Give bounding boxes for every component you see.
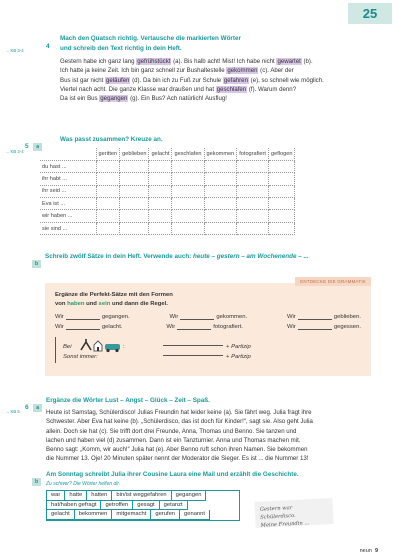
grammar-participle: geblieben. xyxy=(333,314,361,320)
grammar-blank[interactable] xyxy=(298,314,332,320)
text-fragment: Ich hatte ja keine Zeit. Ich bin ganz schnell zur Bushaltestelle xyxy=(60,67,227,75)
grid-column-header: fotografiert xyxy=(237,148,269,160)
grid-row-label: ihr seid ... xyxy=(40,185,96,197)
grammar-sentence xyxy=(55,314,130,320)
grid-row-label: sie sind ... xyxy=(40,222,96,234)
handwritten-note xyxy=(254,498,333,528)
grid-checkbox-cell[interactable] xyxy=(268,198,294,210)
exercise-4-title-line-1: Mach den Quatsch richtig. Vertausche die markierten Wörter xyxy=(60,35,241,42)
word-box xyxy=(46,490,240,521)
grammar-subject: Wir xyxy=(169,314,179,320)
exercise-5b-badge-wrap xyxy=(32,252,41,270)
text-fragment: (b). xyxy=(301,58,313,65)
grid-checkbox-cell[interactable] xyxy=(204,160,237,172)
highlighted-verb: gefrühstückt xyxy=(137,58,171,65)
text-fragment: Gestern habe ich ganz lang xyxy=(60,58,137,65)
grid-checkbox-cell[interactable] xyxy=(149,198,172,210)
grammar-subject: Wir xyxy=(55,314,64,320)
grid-checkbox-cell[interactable] xyxy=(96,222,120,234)
highlighted-verb: gekommen xyxy=(227,67,258,75)
page-number-badge: 25 xyxy=(348,3,392,24)
exercise-5a-badge: a xyxy=(33,143,42,151)
movement-icons xyxy=(79,338,123,354)
grammar-sentence xyxy=(55,324,122,330)
exercise-6-line: Heute ist Samstag, Schülerdisco! Julias Freundin hat leider keine (a). Sie fährt weg. Julia fragt ihre xyxy=(46,409,312,416)
grid-checkbox-cell[interactable] xyxy=(268,160,294,172)
highlighted-verb: geläufen xyxy=(106,76,130,84)
exercise-6-line: Benno sagt: „Komm, wir auch!“ Julia hat (e). Aber Benno ruft schon ihren Namen. Sie bekommen xyxy=(46,446,308,454)
text-fragment: (f). Warum denn? xyxy=(247,85,297,93)
grid-checkbox-cell[interactable] xyxy=(120,160,149,172)
exercise-6-line: allein. Doch sie hat (c). Sie trifft dort drei Freunde, Anna, Thomas und Benno. Sie tanzen und xyxy=(46,427,297,435)
grammar-intro-line-2: von haben und sein und dann die Regel. xyxy=(55,301,168,307)
grid-checkbox-cell[interactable] xyxy=(149,173,172,185)
text-fragment: (e), so schnell wie möglich. xyxy=(248,76,324,84)
grid-row-label: ihr habt ... xyxy=(40,173,96,185)
word-chip: gegangen xyxy=(172,491,207,501)
grid-checkbox-cell[interactable] xyxy=(120,210,149,222)
word-chip: gesagt xyxy=(133,501,159,511)
grid-checkbox-cell[interactable] xyxy=(96,210,120,222)
grid-row xyxy=(40,160,295,172)
exercise-5a-title: Was passt zusammen? Kreuze an. xyxy=(60,136,163,143)
grid-checkbox-cell[interactable] xyxy=(96,185,120,197)
word-chip: gelacht xyxy=(47,510,75,520)
grammar-subject: Wir xyxy=(286,324,296,330)
grid-column-header: geschlafen xyxy=(172,148,204,160)
grid-checkbox-cell[interactable] xyxy=(172,160,204,172)
grammar-subject: Wir xyxy=(286,314,296,320)
walking-person-icon xyxy=(81,339,91,350)
grid-checkbox-cell[interactable] xyxy=(204,222,237,234)
rule-blank-2[interactable] xyxy=(163,355,223,356)
page-footer: neun 9 xyxy=(359,548,378,554)
grammar-blank[interactable] xyxy=(180,314,214,320)
grammar-row-2 xyxy=(55,324,361,330)
grammar-participle: fotografiert. xyxy=(213,324,244,330)
highlighted-verb: geschlafen xyxy=(216,85,247,93)
grid-checkbox-cell[interactable] xyxy=(120,173,149,185)
grammar-sentence xyxy=(166,324,243,330)
word-chip: hatten xyxy=(87,491,112,501)
grid-checkbox-cell[interactable] xyxy=(268,173,294,185)
exercise-4-title-line-2: und schreib den Text richtig in dein Heft. xyxy=(60,45,182,52)
grid-checkbox-cell[interactable] xyxy=(120,185,149,197)
grid-row-label: du hast ... xyxy=(40,160,96,172)
grid-checkbox-cell[interactable] xyxy=(172,198,204,210)
exercise-6-kb-reference: → KB 5 xyxy=(5,409,20,414)
word-chip: bin/ist weggefahren xyxy=(112,491,171,501)
rule-partizip-2: + Partizip xyxy=(226,354,251,360)
grammar-sentence xyxy=(287,314,361,320)
grammar-box xyxy=(45,279,371,376)
note-line-1: Gestern war Schülerdisco. xyxy=(259,505,296,521)
exercise-5-kb-reference: → KB 3-4 xyxy=(5,149,24,154)
exercise-6a-text xyxy=(46,408,386,464)
rule-sonst-label: Sonst immer: xyxy=(63,354,98,360)
grammar-row-1 xyxy=(55,314,361,320)
grid-column-header: geritten xyxy=(96,148,120,160)
grammar-tag: ENTDECKE DIE GRAMMATIK xyxy=(295,277,371,286)
exercise-4-kb-reference: → KB 3-4 xyxy=(5,48,24,53)
grammar-blank[interactable] xyxy=(298,324,332,330)
house-icon xyxy=(94,341,102,351)
grid-column-header: geflogen xyxy=(268,148,294,160)
grid-row xyxy=(40,173,295,185)
grid-checkbox-cell[interactable] xyxy=(96,173,120,185)
exercise-4-text xyxy=(60,57,380,103)
grid-checkbox-cell[interactable] xyxy=(237,222,269,234)
grammar-intro-line-1: Ergänze die Perfekt-Sätze mit den Formen xyxy=(55,292,173,298)
grid-checkbox-cell[interactable] xyxy=(172,210,204,222)
word-chip: genannt xyxy=(180,510,210,520)
grid-checkbox-cell[interactable] xyxy=(172,173,204,185)
rule-partizip-1: + Partizip xyxy=(226,344,251,350)
grid-column-header: gekommen xyxy=(204,148,237,160)
grammar-blank[interactable] xyxy=(66,314,100,320)
grid-row xyxy=(40,198,295,210)
grid-checkbox-cell[interactable] xyxy=(149,222,172,234)
rule-bei-label: Bei xyxy=(63,344,72,350)
exercise-5b-badge: b xyxy=(32,260,41,268)
grid-row xyxy=(40,210,295,222)
word-chip: hat/haben gefragt xyxy=(47,501,101,511)
highlighted-verb: gegangen xyxy=(100,95,128,103)
grid-checkbox-cell[interactable] xyxy=(268,222,294,234)
word-row-1 xyxy=(47,491,239,501)
grid-column-header: geblieben xyxy=(120,148,149,160)
grid-checkbox-cell[interactable] xyxy=(268,210,294,222)
exercise-6b-title: Am Sonntag schreibt Julia ihrer Cousine Laura eine Mail und erzählt die Geschichte. xyxy=(46,471,299,478)
car-icon xyxy=(105,344,120,352)
text-fragment: Viertel nach acht. Die ganze Klasse war draußen und hat xyxy=(60,85,216,93)
grid-checkbox-cell[interactable] xyxy=(149,185,172,197)
word-row-2 xyxy=(47,501,239,511)
rule-colon: : xyxy=(123,344,125,350)
grid-checkbox-cell[interactable] xyxy=(172,222,204,234)
highlighted-verb: gefahren xyxy=(223,76,248,84)
grid-checkbox-cell[interactable] xyxy=(204,185,237,197)
grid-checkbox-cell[interactable] xyxy=(172,185,204,197)
grid-checkbox-cell[interactable] xyxy=(237,173,269,185)
grid-checkbox-cell[interactable] xyxy=(96,198,120,210)
exercise-4-line xyxy=(60,76,380,85)
word-row-3 xyxy=(47,510,239,520)
grid-checkbox-cell[interactable] xyxy=(149,160,172,172)
grid-corner xyxy=(40,148,96,160)
grammar-participle: gegangen. xyxy=(101,314,130,320)
exercise-6-number: 6 a xyxy=(25,396,42,414)
word-chip: mitgemacht xyxy=(112,510,151,520)
text-fragment: (c). Aber der xyxy=(258,67,294,75)
exercise-4-number: 4 xyxy=(46,43,50,50)
text-fragment: Bus ist gar nicht xyxy=(60,76,106,84)
grammar-sentence xyxy=(170,314,248,320)
exercise-6a-title: Ergänze die Wörter Lust – Angst – Glück – Zeit – Spaß. xyxy=(46,397,210,404)
grid-row xyxy=(40,222,295,234)
exercise-5b-title: Schreib zwölf Sätze in dein Heft. Verwende auch: heute – gestern – am Wochenende – ... xyxy=(45,253,309,260)
grid-row xyxy=(40,185,295,197)
exercise-4-line xyxy=(60,66,380,75)
grammar-blank[interactable] xyxy=(66,324,100,330)
text-fragment: (g). Ein Bus? Ach natürlich! Ausflug! xyxy=(128,95,227,103)
text-fragment: Da ist ein Bus xyxy=(60,95,100,103)
grid-checkbox-cell[interactable] xyxy=(268,185,294,197)
grid-checkbox-cell[interactable] xyxy=(237,185,269,197)
word-chip: getroffen xyxy=(101,501,133,511)
grid-row-label: wir haben ... xyxy=(40,210,96,222)
grid-row-label: Eva ist ... xyxy=(40,198,96,210)
word-chip: gerufen xyxy=(151,510,180,520)
grammar-participle: gelacht. xyxy=(101,324,123,330)
grammar-participle: gekommen. xyxy=(216,314,248,320)
exercise-6b-badge: b xyxy=(32,478,41,486)
grid-checkbox-cell[interactable] xyxy=(237,160,269,172)
grid-checkbox-cell[interactable] xyxy=(120,222,149,234)
grid-checkbox-cell[interactable] xyxy=(204,210,237,222)
word-chip: getanzt xyxy=(160,501,188,511)
exercise-6a-badge: a xyxy=(33,404,42,412)
highlighted-verb: gewartet xyxy=(277,58,301,65)
grid-checkbox-cell[interactable] xyxy=(96,160,120,172)
rule-bracket xyxy=(55,337,56,363)
verb-match-grid xyxy=(40,148,295,235)
rule-blank-1[interactable] xyxy=(163,345,223,346)
grammar-participle: gegessen. xyxy=(333,324,361,330)
grid-checkbox-cell[interactable] xyxy=(204,173,237,185)
grammar-sentence xyxy=(287,324,361,330)
exercise-6-line: die Nummer 13. Oje! 20 Minuten später nennt der Moderator die Sieger. Es ist ... die Nummer 13! xyxy=(46,455,309,463)
word-chip: hatte xyxy=(65,491,87,501)
exercise-6b-hint: Zu schwer? Die Wörter helfen dir. xyxy=(46,481,121,487)
grammar-blank[interactable] xyxy=(177,324,211,330)
word-chip: war xyxy=(47,491,65,501)
word-chip: bekommen xyxy=(75,510,113,520)
note-line-2: Meine Freundin ... xyxy=(260,520,310,529)
grid-checkbox-cell[interactable] xyxy=(120,198,149,210)
grid-column-header: gelacht xyxy=(149,148,172,160)
text-fragment: (a). Bis halb acht! Mist! Ich habe nicht xyxy=(171,58,277,65)
grid-checkbox-cell[interactable] xyxy=(237,210,269,222)
exercise-5-number: 5 a xyxy=(25,135,42,153)
text-fragment: (d). Da bin ich zu Fuß zur Schule xyxy=(130,76,223,84)
exercise-4-line xyxy=(60,85,380,94)
grammar-subject: Wir xyxy=(55,324,64,330)
exercise-4-line xyxy=(60,57,380,66)
exercise-4-line xyxy=(60,94,380,103)
grid-checkbox-cell[interactable] xyxy=(149,210,172,222)
grammar-subject: Wir xyxy=(166,324,176,330)
exercise-6b-badge-wrap xyxy=(32,470,41,488)
grid-checkbox-cell[interactable] xyxy=(237,198,269,210)
exercise-6-line: lachen und haben viel (d) zusammen. Dann ist ein Tanzturnier. Anna und Thomas machen mit. xyxy=(46,436,301,444)
exercise-6-line: Schwester. Aber Eva hat keine (b). „Schülerdisco, das ist doch für Kinder!“, sagt sie. Also geht Julia xyxy=(46,418,313,426)
grid-checkbox-cell[interactable] xyxy=(204,198,237,210)
